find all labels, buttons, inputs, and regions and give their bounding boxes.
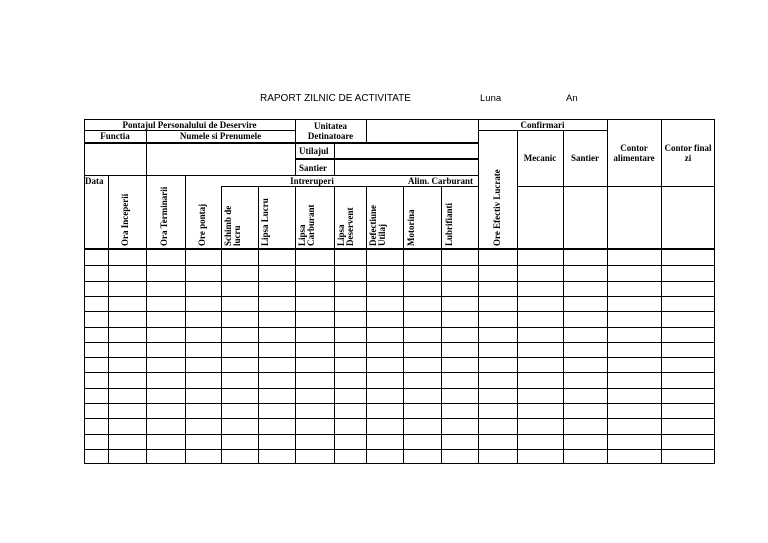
column-line — [221, 186, 222, 464]
row-line — [84, 449, 715, 450]
contor-final-label: Contor final zi — [664, 143, 712, 163]
ora-inceperii-label: Ora Inceperii — [120, 193, 130, 246]
mecanic-label: Mecanic — [523, 153, 557, 163]
vline-contor — [661, 119, 662, 464]
vline-utilajul-label — [334, 142, 335, 175]
unitatea-label: Unitatea Detinatoare — [307, 121, 354, 141]
row-line — [84, 311, 715, 312]
row-line — [84, 388, 715, 389]
row-line — [84, 372, 715, 373]
santier-label: Santier — [571, 153, 599, 163]
row-line — [84, 296, 715, 297]
vline-ore-efectiv — [517, 130, 518, 464]
schimb-label: Schimb de lucru — [223, 205, 242, 246]
luna-label: Luna — [480, 93, 502, 104]
numele-label: Numele si Prenumele — [179, 131, 262, 141]
row-line — [84, 342, 715, 343]
column-line — [403, 186, 404, 464]
confirmari-label: Confirmari — [520, 120, 565, 130]
column-line — [441, 186, 442, 464]
line-intreruperi-bottom — [221, 186, 478, 187]
row-line — [84, 403, 715, 404]
utilajul-label: Utilajul — [299, 146, 329, 156]
vline-unitatea-right — [366, 119, 367, 142]
contor-alimentare-label: Contor alimentare — [613, 143, 655, 163]
line-row2-top — [84, 142, 478, 144]
line-header-bottom — [84, 248, 715, 250]
vline-mecanic-santier — [563, 130, 564, 464]
santier-field-label: Santier — [299, 163, 327, 173]
row-line — [84, 265, 715, 266]
row-line — [84, 434, 715, 435]
column-line — [366, 186, 367, 464]
column-line — [108, 175, 109, 464]
row-line — [84, 418, 715, 419]
ora-terminarii-label: Ora Terminarii — [159, 186, 169, 246]
line-utilajul-bottom — [295, 158, 478, 160]
column-line — [295, 186, 296, 464]
report-title: RAPORT ZILNIC DE ACTIVITATE — [260, 93, 411, 104]
column-line — [334, 186, 335, 464]
vline-confirmari-right — [607, 119, 608, 464]
line-contor-bottom — [517, 186, 715, 187]
motorina-label: Motorina — [406, 209, 416, 246]
table-border — [84, 119, 715, 464]
functia-label: Functia — [100, 131, 130, 141]
vline-confirmari-left — [478, 119, 479, 464]
alim-carburant-label: Alim. Carburant — [408, 176, 473, 186]
defectiune-label: Defectiune Utilaj — [368, 205, 387, 246]
lipsa-deservent-label: Lipsa Deservent — [336, 207, 355, 246]
row-line — [84, 281, 715, 282]
lipsa-carburant-label: Lipsa Carburant — [297, 204, 316, 246]
intreruperi-label: Intreruperi — [290, 176, 334, 186]
ore-pontaj-label: Ore pontaj — [197, 203, 207, 246]
line-confirmari-bottom — [478, 130, 607, 131]
an-label: An — [566, 93, 578, 104]
column-line — [258, 186, 259, 464]
column-line — [146, 130, 147, 464]
row-line — [84, 327, 715, 328]
pontaj-header: Pontajul Personalului de Deservire — [122, 120, 257, 130]
lubrifianti-label: Lubrifianti — [444, 202, 454, 246]
data-label: Data — [85, 176, 104, 186]
row-line — [84, 357, 715, 358]
column-line — [185, 175, 186, 464]
ore-efectiv-label: Ore Efectiv Lucrate — [492, 169, 502, 246]
lipsa-lucru-label: Lipsa Lucru — [260, 198, 270, 246]
